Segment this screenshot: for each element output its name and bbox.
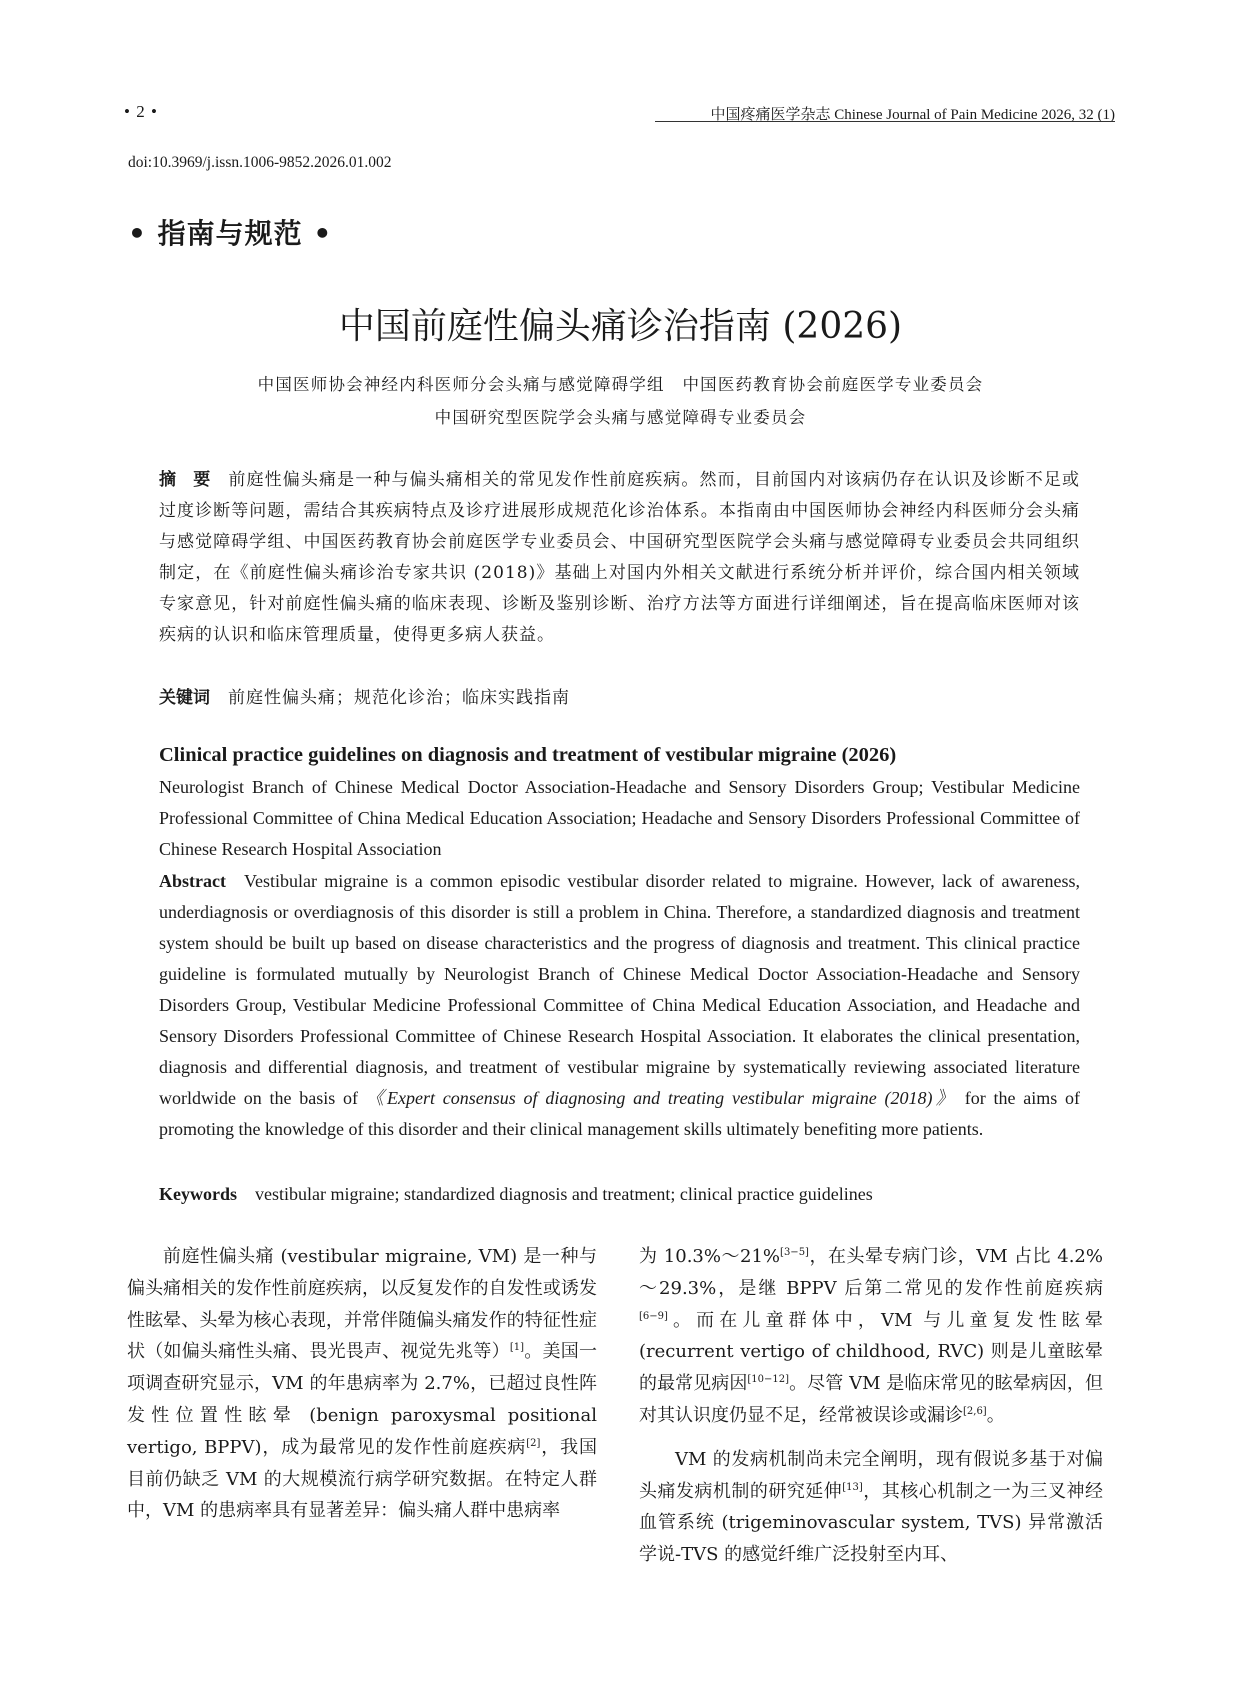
article-title: 中国前庭性偏头痛诊治指南 (2026) <box>338 306 903 347</box>
abstract-en-text-end: for the aims of promoting the knowledge of this disorder and their clinical management skills ultimately benefiting more patients. <box>159 1088 1081 1139</box>
section-label: • 指南与规范 • <box>128 217 333 250</box>
citation[interactable]: [1] <box>509 1342 525 1354</box>
header-rule <box>655 121 1115 122</box>
citation[interactable]: [2,6] <box>963 1405 987 1417</box>
authors-cn <box>0 368 1241 434</box>
keywords-cn <box>159 683 570 708</box>
authors-cn-line: 中国医师协会神经内科医师分会头痛与感觉障碍学组 中国医药教育协会前庭医学专业委员会 <box>257 375 984 394</box>
body-text: 。尽管 VM 是临床常见的眩晕病因，但对其认识度仍显不足，经常被误诊或漏诊 <box>639 1373 1103 1426</box>
authors-cn-line: 中国研究型医院学会头痛与感觉障碍专业委员会 <box>434 408 807 427</box>
keywords-cn-text: 前庭性偏头痛；规范化诊治；临床实践指南 <box>228 688 570 708</box>
body-paragraph <box>639 1444 1103 1571</box>
abstract-en-text: Vestibular migraine is a common episodic vestibular disorder related to migraine. However, lack of awareness, underdiagnosis or overdiagnosis of this disorder is still a problem in China. Therefore, a standardized diagnosis and treatment system should be built up based on disease characteristics and the progress of diagnosis and treatment. This clinical practice guideline is formulated mutually by Neurologist Branch of Chinese Medical Doctor Association-Headache and Sensory Disorders Group, Vestibular Medicine Professional Committee of China Medical Education Association, and Headache and Sensory Disorders Professional Committee of Chinese Research Hospital Association. It elaborates the clinical presentation, diagnosis and differential diagnosis, and treatment of vestibular migraine by systematically reviewing associated literature worldwide on the basis of <box>159 871 1080 1108</box>
body-text: ，在头晕专病门诊，VM 占比 4.2%～29.3%，是继 BPPV 后第二常见的发作性前庭疾病 <box>639 1246 1103 1299</box>
citation[interactable]: [2] <box>526 1437 541 1449</box>
body-paragraph <box>639 1241 1103 1432</box>
page-number: • 2 • <box>124 102 158 121</box>
title-en: Clinical practice guidelines on diagnosis and treatment of vestibular migraine (2026) <box>159 744 897 766</box>
abstract-en <box>159 866 1080 1145</box>
body-text: ，我国目前仍缺乏 VM 的大规模流行病学研究数据。在特定人群中，VM 的患病率具有显著差异：偏头痛人群中患病率 <box>127 1436 597 1522</box>
body-text: 。美国一项调查研究显示，VM 的年患病率为 2.7%，已超过良性阵发性位置性眩晕 (benign paroxysmal positional vertigo, BPPV)，成为最常见的发作性前庭疾病 <box>127 1341 598 1458</box>
body-text: 前庭性偏头痛 (vestibular migraine, VM) 是一种与偏头痛相关的发作性前庭疾病，以反复发作的自发性或诱发性眩晕、头晕为核心表现，并常伴随偏头痛发作的特征性症状（如偏头痛性头痛、畏光畏声、视觉先兆等） <box>127 1246 597 1363</box>
body-column-right <box>639 1241 1103 1571</box>
journal-running-title: 中国疼痛医学杂志 Chinese Journal of Pain Medicine 2026, 32 (1) <box>710 107 1115 123</box>
authors-en: Neurologist Branch of Chinese Medical Doctor Association-Headache and Sensory Disorders Group; Vestibular Medicine Professional Committee of China Medical Education Association; Headache and Sensory Disorders Professional Committee of Chinese Research Hospital Association <box>159 777 1080 859</box>
keywords-en <box>159 1184 873 1205</box>
keywords-cn-label: 关键词 <box>159 688 210 708</box>
abstract-en-citation: 《Expert consensus of diagnosing and treating vestibular migraine (2018)》 <box>365 1088 957 1108</box>
citation[interactable]: [10−12] <box>747 1374 790 1386</box>
abstract-en-label: Abstract <box>159 871 226 891</box>
body-paragraph <box>127 1241 597 1527</box>
body-text: 。而在儿童群体中，VM 与儿童复发性眩晕 (recurrent vertigo of childhood, RVC) 则是儿童眩晕的最常见病因 <box>639 1309 1103 1395</box>
body-text: 为 10.3%～21% <box>639 1246 781 1267</box>
citation[interactable]: [6−9] <box>639 1310 668 1322</box>
citation[interactable]: [13] <box>842 1481 863 1493</box>
abstract-cn-label: 摘 要 <box>159 470 211 490</box>
abstract-cn-text: 前庭性偏头痛是一种与偏头痛相关的常见发作性前庭疾病。然而，目前国内对该病仍存在认识及诊断不足或过度诊断等问题，需结合其疾病特点及诊疗进展形成规范化诊治体系。本指南由中国医师协会神经内科医师分会头痛与感觉障碍学组、中国医药教育协会前庭医学专业委员会、中国研究型医院学会头痛与感觉障碍专业委员会共同组织制定，在《前庭性偏头痛诊治专家共识 (2018)》基础上对国内外相关文献进行系统分析并评价，综合国内相关领域专家意见，针对前庭性偏头痛的临床表现、诊断及鉴别诊断、治疗方法等方面进行详细阐述，旨在提高临床医师对该疾病的认识和临床管理质量，使得更多病人获益。 <box>159 470 1081 645</box>
citation[interactable]: [3−5] <box>780 1247 809 1258</box>
keywords-en-label: Keywords <box>159 1184 237 1204</box>
body-text: 。 <box>986 1404 1005 1426</box>
body-column-left <box>127 1241 597 1527</box>
abstract-cn <box>159 465 1080 651</box>
body-text: VM 的发病机制尚未完全阐明，现有假说多基于对偏头痛发病机制的研究延伸 <box>639 1448 1103 1502</box>
body-text: ，其核心机制之一为三叉神经血管系统 (trigeminovascular system, TVS) 异常激活学说-TVS 的感觉纤维广泛投射至内耳、 <box>639 1480 1104 1566</box>
keywords-en-text: vestibular migraine; standardized diagnosis and treatment; clinical practice guidelines <box>255 1184 873 1204</box>
doi: doi:10.3969/j.issn.1006-9852.2026.01.002 <box>128 154 392 171</box>
